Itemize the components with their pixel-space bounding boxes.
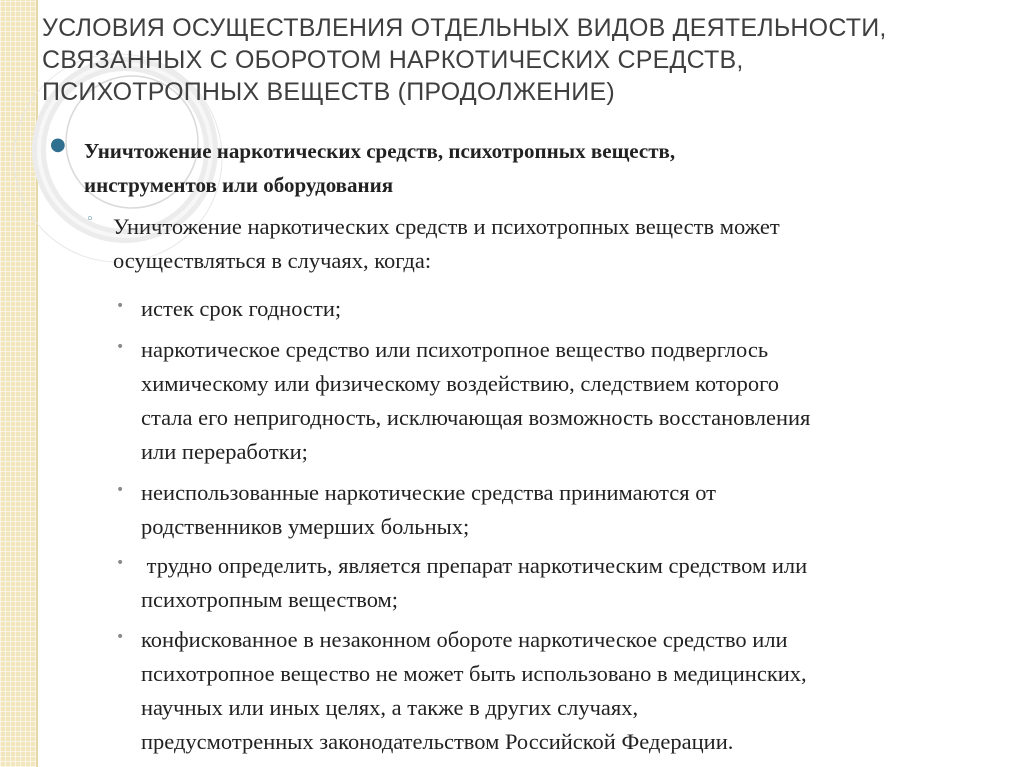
list-bullet-icon: • <box>116 298 125 314</box>
level2-paragraph-line: Уничтожение наркотических средств и психотропных веществ может <box>113 214 780 239</box>
slide-title-line: ПСИХОТРОПНЫХ ВЕЩЕСТВ (ПРОДОЛЖЕНИЕ) <box>42 78 615 106</box>
list-item-line: истек срок годности; <box>141 296 342 321</box>
list-item-line: конфискованное в незаконном обороте наркотическое средство или <box>141 627 788 652</box>
list-item-text <box>141 623 1001 759</box>
level1-heading <box>84 134 984 202</box>
list-item-line: психотропное вещество не может быть использовано в медицинских, <box>141 661 807 686</box>
level2-paragraph <box>113 210 993 278</box>
level1-heading-line: Уничтожение наркотических средств, психотропных веществ, <box>84 139 676 163</box>
list-item-line: или переработки; <box>141 439 308 464</box>
list-bullet-icon: • <box>116 629 125 645</box>
list-item-line: трудно определить, является препарат наркотическим средством или <box>141 553 808 578</box>
level2-paragraph-line: осуществляться в случаях, когда: <box>113 248 432 273</box>
list-bullet-icon: • <box>116 339 125 355</box>
level2-bullet-icon: ◦ <box>86 212 94 227</box>
list-item-line: неиспользованные наркотические средства принимаются от <box>141 480 716 505</box>
list-bullet-icon: • <box>116 555 125 571</box>
list-item-line: научных или иных целях, а также в других случаях, <box>141 695 639 720</box>
slide-title-line: УСЛОВИЯ ОСУЩЕСТВЛЕНИЯ ОТДЕЛЬНЫХ ВИДОВ ДЕЯТЕЛЬНОСТИ, <box>42 14 887 42</box>
list-item-line: предусмотренных законодательством Российской Федерации. <box>141 729 734 754</box>
slide-title-line: СВЯЗАННЫХ С ОБОРОТОМ НАРКОТИЧЕСКИХ СРЕДСТВ, <box>42 46 744 74</box>
level1-heading-line: инструментов или оборудования <box>84 173 394 197</box>
list-item-text <box>141 292 1001 326</box>
list-item-line: родственников умерших больных; <box>141 514 470 539</box>
list-item-line: химическому или физическому воздействию, следствием которого <box>141 371 780 396</box>
list-item-text <box>141 333 1001 469</box>
list-item-line: психотропным веществом; <box>141 587 399 612</box>
list-item-line: стала его непригодность, исключающая возможность восстановления <box>141 405 811 430</box>
list-item-line: наркотическое средство или психотропное вещество подверглось <box>141 337 769 362</box>
list-item-text <box>141 549 1001 617</box>
list-bullet-icon: • <box>116 482 125 498</box>
level1-bullet-icon: ● <box>50 134 66 155</box>
list-item-text <box>141 476 1001 544</box>
